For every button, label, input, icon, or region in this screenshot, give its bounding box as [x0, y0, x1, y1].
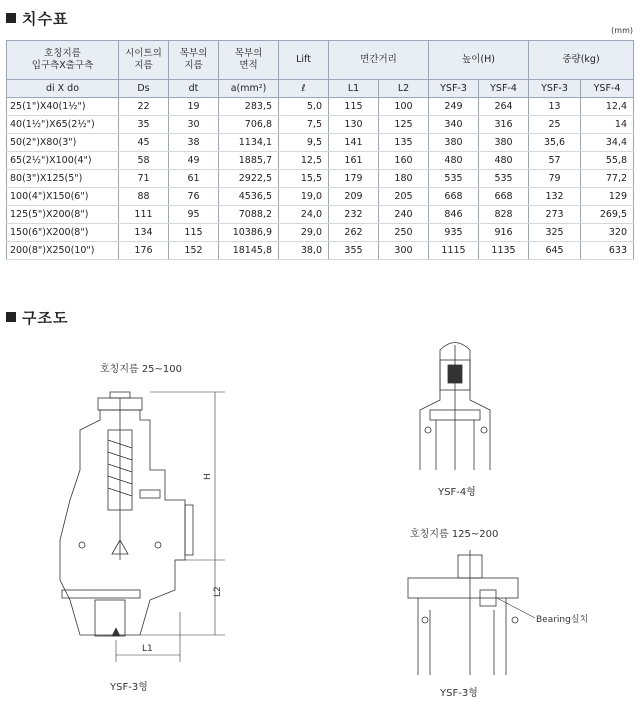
table-cell: 115 — [169, 224, 219, 242]
table-cell: 262 — [329, 224, 379, 242]
table-cell: 300 — [379, 242, 429, 260]
table-cell: 77,2 — [581, 170, 634, 188]
table-cell: 645 — [529, 242, 581, 260]
table-cell: 19 — [169, 98, 219, 116]
subheader-cell: L1 — [329, 80, 379, 98]
header-cell: 목부의 면적 — [219, 41, 279, 80]
table-cell: 15,5 — [279, 170, 329, 188]
table-cell: 150(6")X200(8") — [7, 224, 119, 242]
table-cell: 10386,9 — [219, 224, 279, 242]
subheader-cell: L2 — [379, 80, 429, 98]
header-cell: 면간거리 — [329, 41, 429, 80]
table-cell: 176 — [119, 242, 169, 260]
table-cell: 355 — [329, 242, 379, 260]
table-cell: 264 — [479, 98, 529, 116]
table-cell: 38 — [169, 134, 219, 152]
dim-l2-label: L2 — [213, 586, 223, 597]
ysf3-large-caption: YSF-3형 — [440, 688, 478, 699]
table-cell: 14 — [581, 116, 634, 134]
table-cell: 22 — [119, 98, 169, 116]
header-cell: 목부의 지름 — [169, 41, 219, 80]
table-cell: 25(1")X40(1½") — [7, 98, 119, 116]
table-cell: 320 — [581, 224, 634, 242]
table-cell: 134 — [119, 224, 169, 242]
table-cell: 45 — [119, 134, 169, 152]
table-cell: 61 — [169, 170, 219, 188]
table-cell: 273 — [529, 206, 581, 224]
table-cell: 706,8 — [219, 116, 279, 134]
subheader-cell: a(mm²) — [219, 80, 279, 98]
table-cell: 88 — [119, 188, 169, 206]
table-cell: 209 — [329, 188, 379, 206]
header-cell: 시이트의 지름 — [119, 41, 169, 80]
table-cell: 240 — [379, 206, 429, 224]
table-cell: 40(1½")X65(2½") — [7, 116, 119, 134]
table-cell: 95 — [169, 206, 219, 224]
table-cell: 25 — [529, 116, 581, 134]
header-cell: Lift — [279, 41, 329, 80]
bearing-label: Bearing실치 — [536, 615, 589, 625]
table-cell: 846 — [429, 206, 479, 224]
table-cell: 1134,1 — [219, 134, 279, 152]
table-cell: 132 — [529, 188, 581, 206]
table-cell: 79 — [529, 170, 581, 188]
table-cell: 65(2½")X100(4") — [7, 152, 119, 170]
unit-label: (mm) — [611, 26, 633, 35]
table-cell: 200(8")X250(10") — [7, 242, 119, 260]
table-cell: 35,6 — [529, 134, 581, 152]
table-cell: 7088,2 — [219, 206, 279, 224]
table-cell: 668 — [479, 188, 529, 206]
table-cell: 250 — [379, 224, 429, 242]
subheader-cell: YSF-3 — [429, 80, 479, 98]
table-cell: 18145,8 — [219, 242, 279, 260]
ysf3-caption: YSF-3형 — [110, 682, 148, 693]
table-cell: 125 — [379, 116, 429, 134]
ysf3-large-size-label: 호칭지름 125~200 — [410, 529, 499, 540]
table-cell: 19,0 — [279, 188, 329, 206]
table-cell: 935 — [429, 224, 479, 242]
table-cell: 668 — [429, 188, 479, 206]
table-cell: 7,5 — [279, 116, 329, 134]
subheader-cell: YSF-4 — [479, 80, 529, 98]
table-cell: 57 — [529, 152, 581, 170]
header-cell: 높이(H) — [429, 41, 529, 80]
table-cell: 633 — [581, 242, 634, 260]
table-cell: 12,5 — [279, 152, 329, 170]
dimensions-title-text: 치수표 — [22, 10, 69, 28]
dim-l1-label: L1 — [142, 644, 153, 654]
table-cell: 152 — [169, 242, 219, 260]
table-cell: 340 — [429, 116, 479, 134]
table-cell: 535 — [479, 170, 529, 188]
table-cell: 38,0 — [279, 242, 329, 260]
subheader-cell: ℓ — [279, 80, 329, 98]
subheader-cell: dt — [169, 80, 219, 98]
structure-title-text: 구조도 — [22, 309, 69, 327]
table-cell: 13 — [529, 98, 581, 116]
table-cell: 160 — [379, 152, 429, 170]
table-cell: 76 — [169, 188, 219, 206]
table-cell: 161 — [329, 152, 379, 170]
table-cell: 115 — [329, 98, 379, 116]
ysf3-dimension-lines — [112, 392, 225, 662]
table-cell: 100(4")X150(6") — [7, 188, 119, 206]
table-cell: 180 — [379, 170, 429, 188]
table-cell: 12,4 — [581, 98, 634, 116]
table-cell: 283,5 — [219, 98, 279, 116]
table-cell: 111 — [119, 206, 169, 224]
table-cell: 100 — [379, 98, 429, 116]
subheader-cell: YSF-3 — [529, 80, 581, 98]
ysf3-valve-drawing — [60, 392, 193, 636]
table-cell: 30 — [169, 116, 219, 134]
table-cell: 179 — [329, 170, 379, 188]
table-cell: 828 — [479, 206, 529, 224]
table-cell: 1135 — [479, 242, 529, 260]
subheader-cell: di X do — [7, 80, 119, 98]
table-cell: 249 — [429, 98, 479, 116]
table-cell: 5,0 — [279, 98, 329, 116]
table-cell: 535 — [429, 170, 479, 188]
table-cell: 55,8 — [581, 152, 634, 170]
table-cell: 325 — [529, 224, 581, 242]
table-cell: 141 — [329, 134, 379, 152]
bearing-leader-line — [497, 598, 535, 618]
table-cell: 125(5")X200(8") — [7, 206, 119, 224]
table-cell: 24,0 — [279, 206, 329, 224]
table-cell: 135 — [379, 134, 429, 152]
table-cell: 49 — [169, 152, 219, 170]
table-cell: 4536,5 — [219, 188, 279, 206]
table-cell: 50(2")X80(3") — [7, 134, 119, 152]
table-cell: 480 — [429, 152, 479, 170]
table-cell: 480 — [479, 152, 529, 170]
dim-h-label: H — [203, 473, 213, 480]
table-cell: 1885,7 — [219, 152, 279, 170]
table-cell: 58 — [119, 152, 169, 170]
table-cell: 130 — [329, 116, 379, 134]
table-cell: 232 — [329, 206, 379, 224]
table-cell: 29,0 — [279, 224, 329, 242]
subheader-cell: YSF-4 — [581, 80, 634, 98]
table-cell: 9,5 — [279, 134, 329, 152]
table-cell: 316 — [479, 116, 529, 134]
table-cell: 205 — [379, 188, 429, 206]
header-cell: 중량(kg) — [529, 41, 634, 80]
ysf3-large-valve-drawing — [408, 550, 518, 675]
table-cell: 34,4 — [581, 134, 634, 152]
table-cell: 380 — [429, 134, 479, 152]
table-cell: 129 — [581, 188, 634, 206]
table-cell: 80(3")X125(5") — [7, 170, 119, 188]
ysf4-valve-drawing — [420, 343, 490, 471]
table-cell: 269,5 — [581, 206, 634, 224]
table-cell: 916 — [479, 224, 529, 242]
subheader-cell: Ds — [119, 80, 169, 98]
ysf4-caption: YSF-4형 — [438, 487, 476, 498]
table-cell: 71 — [119, 170, 169, 188]
table-cell: 380 — [479, 134, 529, 152]
table-cell: 1115 — [429, 242, 479, 260]
table-cell: 2922,5 — [219, 170, 279, 188]
header-cell: 호칭지름 입구측X출구측 — [7, 41, 119, 80]
ysf3-size-label: 호칭지름 25~100 — [100, 364, 183, 375]
table-cell: 35 — [119, 116, 169, 134]
